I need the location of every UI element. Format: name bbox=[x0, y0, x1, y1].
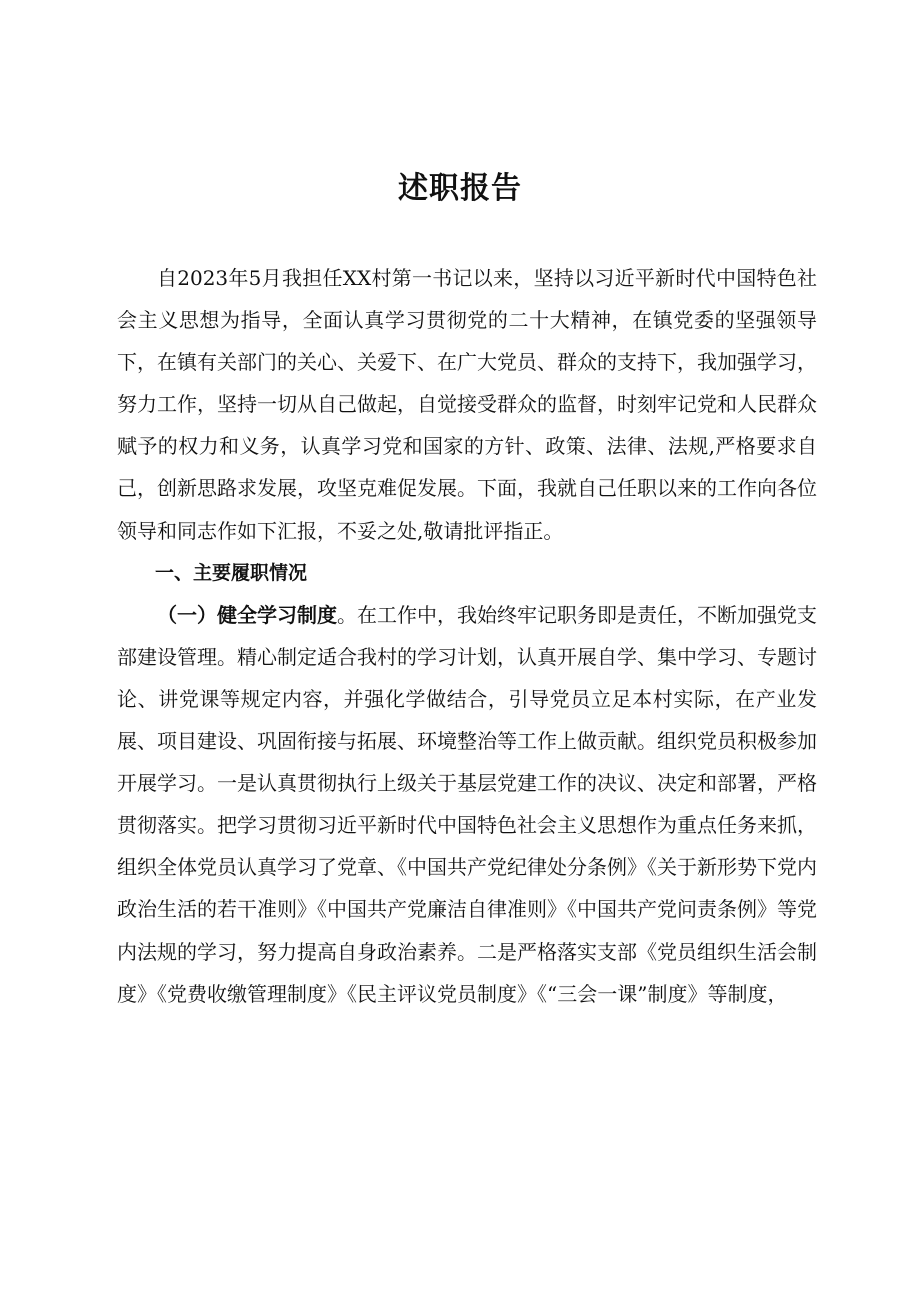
subsection-lead: （一）健全学习制度 bbox=[157, 602, 337, 627]
section-heading: 一、主要履职情况 bbox=[155, 561, 308, 584]
subsection-paragraph bbox=[117, 594, 817, 1015]
document-body bbox=[117, 257, 817, 1015]
subsection-text: 。在工作中，我始终牢记职务即是责任，不断加强党支部建设管理。精心制定适合我村的学习计划，认真开展自学、集中学习、专题讨论、讲党课等规定内容，并强化学做结合，引导党员立足本村实际，在产业发展、项目建设、巩固衔接与拓展、环境整治等工作上做贡献。组织党员积极参加开展学习。一是认真贯彻执行上级关于基层党建工作的决议、决定和部署，严格贯彻落实。把学习贯彻习近平新时代中国特色社会主义思想作为重点任务来抓，组织全体党员认真学习了党章、《中国共产党纪律处分条例》《关于新形势下党内政治生活的若干准则》《中国共产党廉洁自律准则》《中国共产党问责条例》等党内法规的学习，努力提高自身政治素养。二是严格落实支部《党员组织生活会制度》《党费收缴管理制度》《民主评议党员制度》《“三会一课”制度》等制度， bbox=[117, 602, 817, 1006]
document-title: 述职报告 bbox=[398, 171, 522, 206]
intro-paragraph: 自2023年5月我担任XX村第一书记以来，坚持以习近平新时代中国特色社会主义思想为指导，全面认真学习贯彻党的二十大精神，在镇党委的坚强领导下，在镇有关部门的关心、关爱下、在广大党员、群众的支持下，我加强学习，努力工作，坚持一切从自己做起，自觉接受群众的监督，时刻牢记党和人民群众赋予的权力和义务，认真学习党和国家的方针、政策、法律、法规,严格要求自己，创新思路求发展，攻坚克难促发展。下面，我就自己任职以来的工作向各位领导和同志作如下汇报，不妥之处,敬请批评指正。 bbox=[117, 266, 817, 543]
